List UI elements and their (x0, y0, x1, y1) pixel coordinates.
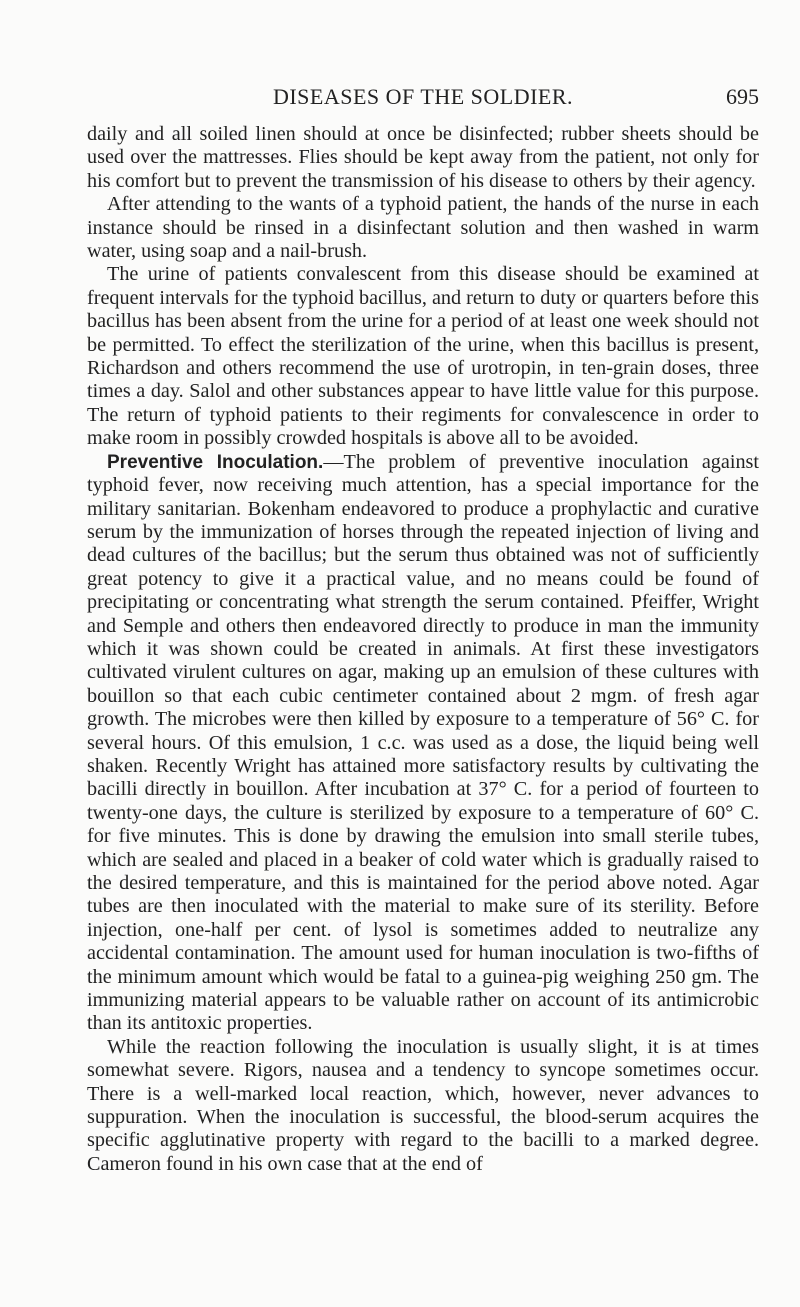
running-title: DISEASES OF THE SOLDIER. (272, 84, 574, 109)
paragraph-preventive-inoculation-text: —The problem of preventive inoculation against typhoid fever, now receiving much attention, has a special importance for the military sanitarian. Bokenham endeavored to produce a prophylactic and curative serum by the immunization of horses through the repeated injection of living and dead cultures of the bacillus; but the serum thus obtained was not of sufficiently great potency to give it a practical value, and no means could be found of precipitating or concentrating what strength the serum contained. Pfeiffer, Wright and Semple and others then endeavored directly to produce in man the immunity which it was shown could be created in animals. At first these investigators cultivated virulent cultures on agar, making up an emulsion of these cultures with bouillon so that each cubic centimeter contained about 2 mgm. of fresh agar growth. The microbes were then killed by exposure to a temperature of 56° C. for several hours. Of this emulsion, 1 c.c. was used as a dose, the liquid being well shaken. Recently Wright has attained more satisfactory results by cultivating the bacilli directly in bouillon. After incubation at 37° C. for a period of fourteen to twenty-one days, the culture is sterilized by exposure to a temperature of 60° C. for five minutes. This is done by drawing the emulsion into small sterile tubes, which are sealed and placed in a beaker of cold water which is gradually raised to the desired temperature, and this is maintained for the period above noted. Agar tubes are then inoculated with the material to make sure of its sterility. Before injection, one-half per cent. of lysol is sometimes added to neutralize any accidental contamination. The amount used for human inoculation is two-fifths of the minimum amount which would be fatal to a guinea-pig weighing 250 gm. The immunizing material appears to be valuable rather on account of its antimicrobic than its antitoxic properties. (87, 450, 760, 1035)
page-number: 695 (726, 84, 759, 109)
paragraph-preventive-inoculation (87, 451, 759, 1036)
paragraph-hand-disinfection: After attending to the wants of a typhoid patient, the hands of the nurse in each instance should be rinsed in a disinfectant solution and then washed in warm water, using soap and a nail-brush. (87, 193, 759, 263)
section-heading: Preventive Inoculation. (107, 451, 324, 473)
body-text (87, 123, 759, 1176)
paragraph-urine-examination: The urine of patients convalescent from this disease should be examined at frequent intervals for the typhoid bacillus, and return to duty or quarters before this bacillus has been absent from the urine for a period of at least one week should not be permitted. To effect the sterilization of the urine, when this bacillus is present, Richardson and others recommend the use of urotropin, in ten-grain doses, three times a day. Salol and other substances appear to have little value for this purpose. The return of typhoid patients to their regiments for convalescence in order to make room in possibly crowded hospitals is above all to be avoided. (87, 263, 759, 450)
paragraph-reaction: While the reaction following the inoculation is usually slight, it is at times somewhat severe. Rigors, nausea and a tendency to syncope sometimes occur. There is a well-marked local reaction, which, however, never advances to suppuration. When the inoculation is successful, the blood-serum acquires the specific agglutinative property with regard to the bacilli to a marked degree. Cameron found in his own case that at the end of (87, 1035, 759, 1175)
paragraph-continued: daily and all soiled linen should at once be disinfected; rubber sheets should be used over the mattresses. Flies should be kept away from the patient, not only for his comfort but to prevent the transmission of his disease to others by their agency. (87, 123, 759, 192)
running-head (87, 84, 759, 114)
